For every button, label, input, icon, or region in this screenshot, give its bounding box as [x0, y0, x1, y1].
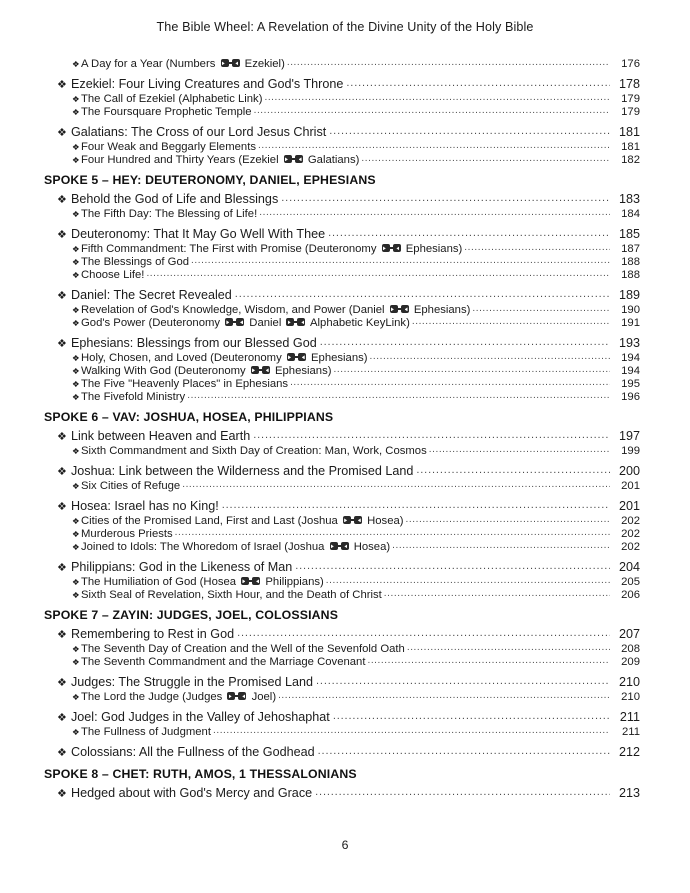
toc-entry-level-2[interactable] [44, 654, 640, 667]
toc-entry-page-number: 202 [621, 541, 640, 554]
toc-entry-level-2[interactable] [44, 152, 640, 165]
toc-entry-title: Walking With God (Deuteronomy Ephesians) [81, 365, 332, 378]
toc-entry-title: Philippians: God in the Likeness of Man [71, 559, 293, 574]
toc-entry-page-number: 211 [621, 726, 640, 739]
toc-entry-page-number: 209 [621, 656, 640, 669]
toc-entry-page-number: 188 [621, 269, 640, 282]
keylink-icon [284, 155, 303, 163]
bullet-small-diamond-icon: ❖ [72, 59, 80, 70]
toc-entry-title: Ezekiel: Four Living Creatures and God's Throne [71, 76, 344, 91]
dot-leader [290, 376, 610, 387]
bullet-small-diamond-icon: ❖ [72, 257, 80, 268]
bullet-diamond-icon: ❖ [57, 78, 67, 91]
bullet-diamond-icon: ❖ [57, 193, 67, 206]
toc-entry-level-2[interactable] [44, 689, 640, 702]
bullet-small-diamond-icon: ❖ [72, 353, 80, 364]
dot-leader [334, 363, 611, 374]
dot-leader [146, 267, 610, 278]
toc-entry-title: Hedged about with God's Mercy and Grace [71, 785, 313, 800]
toc-entry-title: Link between Heaven and Earth [71, 428, 251, 443]
toc-entry-page-number: 208 [621, 643, 640, 656]
toc-entry-page-number: 207 [618, 626, 640, 641]
dot-leader [318, 743, 610, 756]
bullet-small-diamond-icon: ❖ [72, 155, 80, 166]
bullet-small-diamond-icon: ❖ [72, 305, 80, 316]
toc-entry-page-number: 179 [621, 106, 640, 119]
toc-entry-level-1[interactable] [44, 225, 640, 241]
toc-entry-level-2[interactable] [44, 241, 640, 254]
bullet-small-diamond-icon: ❖ [72, 692, 80, 703]
toc-entry-level-1[interactable] [44, 286, 640, 302]
dot-leader [278, 689, 610, 700]
dot-leader [222, 497, 610, 510]
dot-leader [235, 286, 610, 299]
toc-entry-title: Cities of the Promised Land, First and Last (Joshua Hosea) [81, 515, 404, 528]
bullet-diamond-icon: ❖ [57, 337, 67, 350]
dot-leader [237, 625, 610, 638]
bullet-diamond-icon: ❖ [57, 289, 67, 302]
toc-entry-page-number: 194 [621, 352, 640, 365]
toc-entry-level-2[interactable] [44, 267, 640, 280]
bullet-diamond-icon: ❖ [57, 676, 67, 689]
keylink-icon [251, 366, 270, 374]
bullet-diamond-icon: ❖ [57, 500, 67, 513]
keylink-icon [241, 577, 260, 585]
toc-entry-title: The Humiliation of God (Hosea Philippians) [81, 576, 324, 589]
toc-entry-level-2[interactable] [44, 104, 640, 117]
bullet-small-diamond-icon: ❖ [72, 590, 80, 601]
dot-leader [315, 784, 610, 797]
toc-entry-page-number: 185 [618, 226, 640, 241]
toc-entry-page-number: 197 [618, 428, 640, 443]
bullet-small-diamond-icon: ❖ [72, 94, 80, 105]
toc-entry-page-number: 206 [621, 589, 640, 602]
bullet-small-diamond-icon: ❖ [72, 657, 80, 668]
bullet-small-diamond-icon: ❖ [72, 529, 80, 540]
toc-entry-page-number: 190 [621, 304, 640, 317]
toc-entry-title: Colossians: All the Fullness of the Godhead [71, 744, 315, 759]
bullet-diamond-icon: ❖ [57, 228, 67, 241]
toc-entry-title: The Blessings of God [81, 256, 190, 269]
bullet-small-diamond-icon: ❖ [72, 516, 80, 527]
toc-entry-title: Remembering to Rest in God [71, 626, 235, 641]
spoke-heading: SPOKE 5 – HEY: DEUTERONOMY, DANIEL, EPHESIANS [44, 173, 376, 187]
dot-leader [328, 225, 610, 238]
bullet-small-diamond-icon: ❖ [72, 142, 80, 153]
bullet-small-diamond-icon: ❖ [72, 209, 80, 220]
toc-entry-level-2[interactable] [44, 363, 640, 376]
bullet-diamond-icon: ❖ [57, 787, 67, 800]
toc-entry-level-2[interactable] [44, 56, 640, 69]
toc-entry-title: The Foursquare Prophetic Temple [81, 106, 252, 119]
toc-entry-title: The Fifth Day: The Blessing of Life! [81, 208, 258, 221]
toc-entry-page-number: 204 [618, 559, 640, 574]
toc-entry-page-number: 202 [621, 528, 640, 541]
keylink-icon [286, 318, 305, 326]
toc-entry-page-number: 210 [621, 691, 640, 704]
toc-entry-level-1[interactable] [44, 123, 640, 139]
toc-entry-level-1[interactable] [44, 784, 640, 800]
dot-leader [287, 56, 610, 67]
bullet-small-diamond-icon: ❖ [72, 244, 80, 255]
toc-entry-title: Galatians: The Cross of our Lord Jesus Christ [71, 124, 327, 139]
bullet-small-diamond-icon: ❖ [72, 318, 80, 329]
dot-leader [370, 350, 610, 361]
dot-leader [346, 75, 610, 88]
dot-leader [384, 587, 610, 598]
toc-entry-page-number: 183 [618, 191, 640, 206]
toc-entry-title: Revelation of God's Knowledge, Wisdom, and Power (Daniel Ephesians) [81, 304, 471, 317]
toc-entry-page-number: 205 [621, 576, 640, 589]
bullet-diamond-icon: ❖ [57, 746, 67, 759]
dot-leader [412, 315, 610, 326]
bullet-diamond-icon: ❖ [57, 465, 67, 478]
toc-entry-title: Ephesians: Blessings from our Blessed God [71, 335, 317, 350]
spoke-heading: SPOKE 6 – VAV: JOSHUA, HOSEA, PHILIPPIANS [44, 410, 334, 424]
running-head: The Bible Wheel: A Revelation of the Divine Unity of the Holy Bible [156, 20, 534, 34]
toc-entry-level-2[interactable] [44, 574, 640, 587]
page-number-folio: 6 [341, 838, 349, 852]
toc-entry-level-2[interactable] [44, 302, 640, 315]
dot-leader [429, 443, 610, 454]
toc-entry-page-number: 211 [619, 709, 640, 724]
bullet-small-diamond-icon: ❖ [72, 644, 80, 655]
toc-entry-page-number: 181 [621, 141, 640, 154]
toc-entry-page-number: 202 [621, 515, 640, 528]
toc-entry-level-2[interactable] [44, 526, 640, 539]
keylink-icon [225, 318, 244, 326]
bullet-small-diamond-icon: ❖ [72, 481, 80, 492]
bullet-diamond-icon: ❖ [57, 126, 67, 139]
toc-entry-title: God's Power (Deuteronomy Daniel Alphabetic KeyLink) [81, 317, 410, 330]
toc-entry-level-2[interactable] [44, 139, 640, 152]
bullet-small-diamond-icon: ❖ [72, 107, 80, 118]
toc-entry-title: The Lord the Judge (Judges Joel) [81, 691, 277, 704]
toc-entry-level-1[interactable] [44, 427, 640, 443]
toc-entry-level-2[interactable] [44, 513, 640, 526]
toc-entry-page-number: 213 [618, 785, 640, 800]
toc-entry-page-number: 182 [621, 154, 640, 167]
keylink-icon [330, 542, 349, 550]
dot-leader [259, 206, 610, 217]
toc-entry-level-2[interactable] [44, 350, 640, 363]
toc-entry-title: Fifth Commandment: The First with Promise (Deuteronomy Ephesians) [81, 243, 463, 256]
toc-entry-title: Deuteronomy: That It May Go Well With Thee [71, 226, 326, 241]
toc-entry-title: Murderous Priests [81, 528, 173, 541]
toc-entry-level-2[interactable] [44, 724, 640, 737]
toc-entry-page-number: 201 [618, 498, 640, 513]
toc-entry-page-number: 212 [618, 744, 640, 759]
keylink-icon [390, 305, 409, 313]
toc-entry-level-1[interactable] [44, 673, 640, 689]
toc-entry-level-1[interactable] [44, 497, 640, 513]
dot-leader [367, 654, 610, 665]
bullet-diamond-icon: ❖ [57, 561, 67, 574]
toc-entry-title: The Five "Heavenly Places" in Ephesians [81, 378, 289, 391]
spoke-heading: SPOKE 7 – ZAYIN: JUDGES, JOEL, COLOSSIANS [44, 608, 339, 622]
bullet-small-diamond-icon: ❖ [72, 366, 80, 377]
toc-entry-page-number: 210 [618, 674, 640, 689]
toc-entry-title: A Day for a Year (Numbers Ezekiel) [81, 58, 285, 71]
toc-entry-title: The Call of Ezekiel (Alphabetic Link) [81, 93, 263, 106]
toc-entry-level-2[interactable] [44, 389, 640, 402]
toc-entry-page-number: 184 [621, 208, 640, 221]
toc-entry-level-2[interactable] [44, 315, 640, 328]
toc-entry-page-number: 199 [621, 445, 640, 458]
dot-leader [175, 526, 610, 537]
bullet-diamond-icon: ❖ [57, 430, 67, 443]
dot-leader [253, 427, 610, 440]
toc-entry-title: Choose Life! [81, 269, 145, 282]
toc-entry-page-number: 187 [621, 243, 640, 256]
toc-entry-page-number: 194 [621, 365, 640, 378]
toc-entry-title: Hosea: Israel has no King! [71, 498, 219, 513]
dot-leader [392, 539, 610, 550]
dot-leader [295, 558, 610, 571]
dot-leader [329, 123, 610, 136]
dot-leader [416, 462, 610, 475]
toc-entry-title: Holy, Chosen, and Loved (Deuteronomy Ephesians) [81, 352, 368, 365]
toc-entry-page-number: 201 [621, 480, 640, 493]
toc-entry-page-number: 178 [618, 76, 640, 91]
bullet-small-diamond-icon: ❖ [72, 392, 80, 403]
dot-leader [472, 302, 610, 313]
dot-leader [187, 389, 610, 400]
toc-entry-page-number: 193 [618, 335, 640, 350]
toc-entry-title: The Fivefold Ministry [81, 391, 186, 404]
toc-entry-title: Sixth Seal of Revelation, Sixth Hour, and the Death of Christ [81, 589, 382, 602]
bullet-diamond-icon: ❖ [57, 628, 67, 641]
toc-entry-level-2[interactable] [44, 376, 640, 389]
toc-entry-title: Behold the God of Life and Blessings [71, 191, 279, 206]
toc-entry-title: Daniel: The Secret Revealed [71, 287, 232, 302]
toc-entry-page-number: 196 [621, 391, 640, 404]
toc-entry-page-number: 176 [621, 58, 640, 71]
toc-entry-page-number: 200 [618, 463, 640, 478]
toc-entry-level-2[interactable] [44, 641, 640, 654]
keylink-icon [382, 244, 401, 252]
table-of-contents [44, 56, 640, 800]
keylink-icon [343, 516, 362, 524]
dot-leader [464, 241, 610, 252]
toc-entry-page-number: 188 [621, 256, 640, 269]
toc-entry-level-1[interactable] [44, 708, 640, 724]
bullet-small-diamond-icon: ❖ [72, 270, 80, 281]
toc-entry-page-number: 189 [618, 287, 640, 302]
bullet-small-diamond-icon: ❖ [72, 727, 80, 738]
toc-entry-level-2[interactable] [44, 478, 640, 491]
spoke-heading: SPOKE 8 – CHET: RUTH, AMOS, 1 THESSALONIANS [44, 767, 357, 781]
toc-entry-title: Six Cities of Refuge [81, 480, 181, 493]
dot-leader [320, 334, 610, 347]
toc-entry-level-2[interactable] [44, 254, 640, 267]
toc-entry-title: Four Weak and Beggarly Elements [81, 141, 256, 154]
toc-entry-title: Four Hundred and Thirty Years (Ezekiel Galatians) [81, 154, 360, 167]
toc-entry-title: Joshua: Link between the Wilderness and the Promised Land [71, 463, 414, 478]
toc-entry-title: The Seventh Day of Creation and the Well of the Sevenfold Oath [81, 643, 405, 656]
toc-entry-level-1[interactable] [44, 334, 640, 350]
toc-entry-level-1[interactable] [44, 190, 640, 206]
dot-leader [191, 254, 610, 265]
dot-leader [182, 478, 610, 489]
dot-leader [258, 139, 610, 150]
dot-leader [316, 673, 610, 686]
bullet-diamond-icon: ❖ [57, 711, 67, 724]
toc-entry-page-number: 181 [618, 124, 640, 139]
toc-entry-level-1[interactable] [44, 462, 640, 478]
bullet-small-diamond-icon: ❖ [72, 542, 80, 553]
toc-entry-level-2[interactable] [44, 587, 640, 600]
bullet-small-diamond-icon: ❖ [72, 446, 80, 457]
toc-entry-title: The Fullness of Judgment [81, 726, 211, 739]
toc-entry-title: Joel: God Judges in the Valley of Jehoshaphat [71, 709, 330, 724]
toc-entry-level-1[interactable] [44, 558, 640, 574]
bullet-small-diamond-icon: ❖ [72, 577, 80, 588]
toc-entry-title: Joined to Idols: The Whoredom of Israel (Joshua Hosea) [81, 541, 391, 554]
keylink-icon [221, 59, 240, 67]
toc-entry-level-2[interactable] [44, 443, 640, 456]
bullet-small-diamond-icon: ❖ [72, 379, 80, 390]
toc-entry-level-2[interactable] [44, 206, 640, 219]
toc-entry-level-1[interactable] [44, 743, 640, 759]
dot-leader [254, 104, 610, 115]
toc-entry-page-number: 191 [621, 317, 640, 330]
toc-entry-page-number: 179 [621, 93, 640, 106]
toc-entry-title: Sixth Commandment and Sixth Day of Creation: Man, Work, Cosmos [81, 445, 427, 458]
dot-leader [264, 91, 610, 102]
toc-entry-title: Judges: The Struggle in the Promised Land [71, 674, 313, 689]
toc-entry-level-2[interactable] [44, 539, 640, 552]
dot-leader [407, 641, 610, 652]
toc-entry-level-2[interactable] [44, 91, 640, 104]
toc-entry-level-1[interactable] [44, 75, 640, 91]
dot-leader [281, 190, 610, 203]
dot-leader [361, 152, 610, 163]
toc-entry-title: The Seventh Commandment and the Marriage Covenant [81, 656, 366, 669]
dot-leader [326, 574, 610, 585]
dot-leader [406, 513, 610, 524]
dot-leader [333, 708, 610, 721]
toc-entry-level-1[interactable] [44, 625, 640, 641]
toc-entry-page-number: 195 [621, 378, 640, 391]
keylink-icon [227, 692, 246, 700]
dot-leader [213, 724, 610, 735]
keylink-icon [287, 353, 306, 361]
